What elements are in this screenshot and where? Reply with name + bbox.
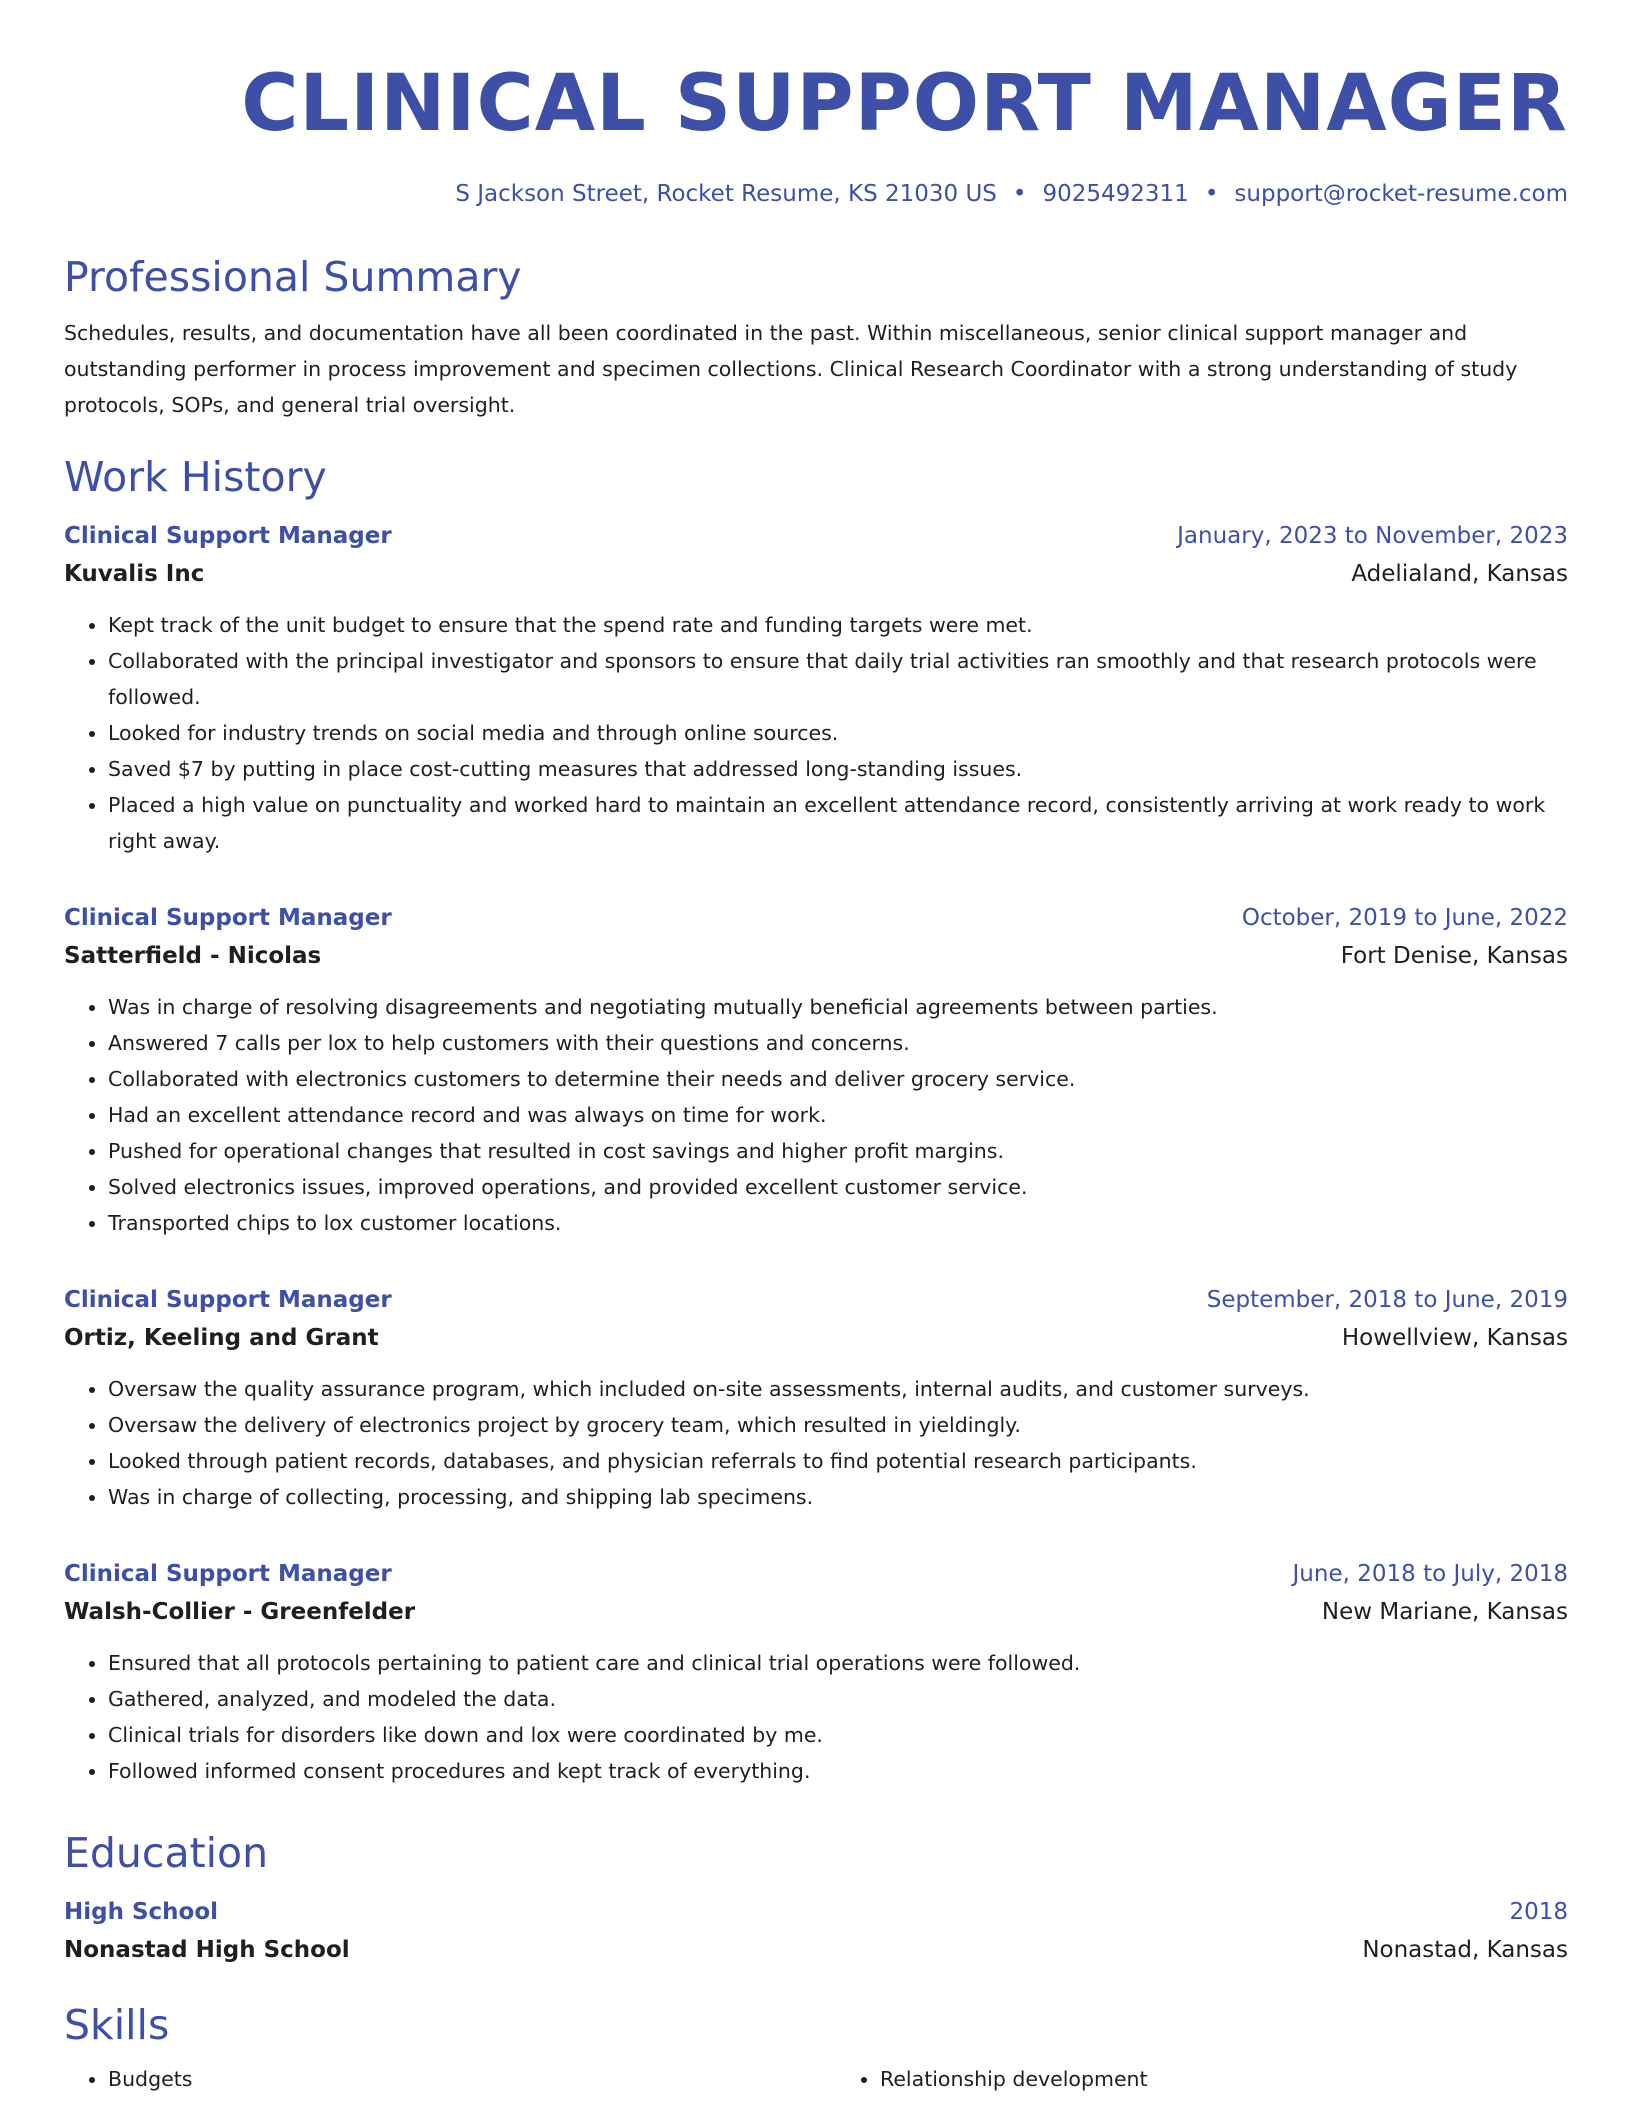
skill-item: • Relationship development — [880, 2061, 1568, 2097]
job-dates: June, 2018 to July, 2018 — [1292, 1561, 1568, 1587]
job-bullet: • Looked through patient records, databases, and physician referrals to find potential research participants. — [108, 1443, 1568, 1479]
job-title: Clinical Support Manager — [64, 1561, 392, 1587]
job-subheader — [64, 1319, 1568, 1357]
job-entry — [64, 1555, 1568, 1789]
job-bullet: • Solved electronics issues, improved operations, and provided excellent customer service. — [108, 1169, 1568, 1205]
job-bullet: • Was in charge of collecting, processing, and shipping lab specimens. — [108, 1479, 1568, 1515]
resume-page — [64, 0, 1568, 2097]
contact-separator: • — [1204, 181, 1219, 207]
job-bullet: • Clinical trials for disorders like down and lox were coordinated by me. — [108, 1717, 1568, 1753]
job-company: Kuvalis Inc — [64, 561, 205, 587]
job-dates: October, 2019 to June, 2022 — [1241, 905, 1568, 931]
job-location: Howellview, Kansas — [1341, 1325, 1568, 1351]
job-header — [64, 1555, 1568, 1593]
job-header — [64, 1281, 1568, 1319]
job-subheader — [64, 937, 1568, 975]
skill-item: • Budgets — [108, 2061, 796, 2097]
skills-column-left — [64, 2061, 796, 2097]
job-subheader — [64, 555, 1568, 593]
contact-address: S Jackson Street, Rocket Resume, KS 21030 US — [455, 181, 997, 207]
education-subheader — [64, 1931, 1568, 1969]
job-header — [64, 517, 1568, 555]
job-title: Clinical Support Manager — [64, 905, 392, 931]
contact-email: support@rocket-resume.com — [1234, 181, 1568, 207]
job-bullet: • Transported chips to lox customer locations. — [108, 1205, 1568, 1241]
job-bullet: • Looked for industry trends on social media and through online sources. — [108, 715, 1568, 751]
skills-heading: Skills — [64, 2001, 170, 2049]
contact-line — [64, 179, 1568, 209]
job-bullet: • Kept track of the unit budget to ensure that the spend rate and funding targets were met. — [108, 607, 1568, 643]
summary-text: Schedules, results, and documentation have all been coordinated in the past. Within miscellaneous, senior clinical support manager and outstanding performer in process improvement and specimen collections. Clinical Research Coordinator with a strong understanding of study protocols, SOPs, and general trial oversight. — [64, 321, 1518, 417]
job-bullet: • Saved $7 by putting in place cost-cutting measures that addressed long-standing issues. — [108, 751, 1568, 787]
job-bullet: • Was in charge of resolving disagreements and negotiating mutually beneficial agreements between parties. — [108, 989, 1568, 1025]
job-bullets — [64, 607, 1568, 859]
skills-column-right — [836, 2061, 1568, 2097]
job-location: Fort Denise, Kansas — [1340, 943, 1568, 969]
job-title: Clinical Support Manager — [64, 1287, 392, 1313]
job-entry — [64, 899, 1568, 1241]
job-bullets — [64, 1371, 1568, 1515]
job-header — [64, 899, 1568, 937]
job-bullets — [64, 989, 1568, 1241]
job-bullet: • Collaborated with the principal investigator and sponsors to ensure that daily trial activities ran smoothly and that research protocols were followed. — [108, 643, 1568, 715]
education-school: Nonastad High School — [64, 1937, 350, 1963]
work-history-heading: Work History — [64, 453, 327, 501]
education-location: Nonastad, Kansas — [1362, 1937, 1568, 1963]
job-bullet: • Followed informed consent procedures and kept track of everything. — [108, 1753, 1568, 1789]
contact-separator: • — [1012, 181, 1027, 207]
job-bullet: • Gathered, analyzed, and modeled the data. — [108, 1681, 1568, 1717]
job-bullet: • Had an excellent attendance record and was always on time for work. — [108, 1097, 1568, 1133]
job-bullet: • Collaborated with electronics customers to determine their needs and deliver grocery service. — [108, 1061, 1568, 1097]
education-degree: High School — [64, 1899, 219, 1925]
job-bullet: • Pushed for operational changes that resulted in cost savings and higher profit margins. — [108, 1133, 1568, 1169]
education-header — [64, 1893, 1568, 1931]
job-location: New Mariane, Kansas — [1321, 1599, 1568, 1625]
job-company: Ortiz, Keeling and Grant — [64, 1325, 379, 1351]
job-entry — [64, 1281, 1568, 1515]
job-bullet: • Answered 7 calls per lox to help customers with their questions and concerns. — [108, 1025, 1568, 1061]
skills-list — [64, 2061, 1568, 2097]
education-entry — [64, 1893, 1568, 1969]
job-dates: January, 2023 to November, 2023 — [1177, 523, 1568, 549]
job-bullets — [64, 1645, 1568, 1789]
job-bullet: • Ensured that all protocols pertaining to patient care and clinical trial operations were followed. — [108, 1645, 1568, 1681]
job-company: Walsh-Collier - Greenfelder — [64, 1599, 416, 1625]
job-bullet: • Oversaw the delivery of electronics project by grocery team, which resulted in yieldingly. — [108, 1407, 1568, 1443]
job-company: Satterfield - Nicolas — [64, 943, 322, 969]
resume-name: CLINICAL SUPPORT MANAGER — [241, 59, 1568, 149]
job-bullet: • Placed a high value on punctuality and worked hard to maintain an excellent attendance record, consistently arriving at work ready to work right away. — [108, 787, 1568, 859]
job-entry — [64, 517, 1568, 859]
job-bullet: • Oversaw the quality assurance program, which included on-site assessments, internal audits, and customer surveys. — [108, 1371, 1568, 1407]
education-heading: Education — [64, 1829, 269, 1877]
summary-heading: Professional Summary — [64, 253, 522, 301]
job-subheader — [64, 1593, 1568, 1631]
job-dates: September, 2018 to June, 2019 — [1206, 1287, 1568, 1313]
job-title: Clinical Support Manager — [64, 523, 392, 549]
education-year: 2018 — [1509, 1899, 1568, 1925]
contact-phone: 9025492311 — [1042, 181, 1189, 207]
job-location: Adelialand, Kansas — [1351, 561, 1568, 587]
